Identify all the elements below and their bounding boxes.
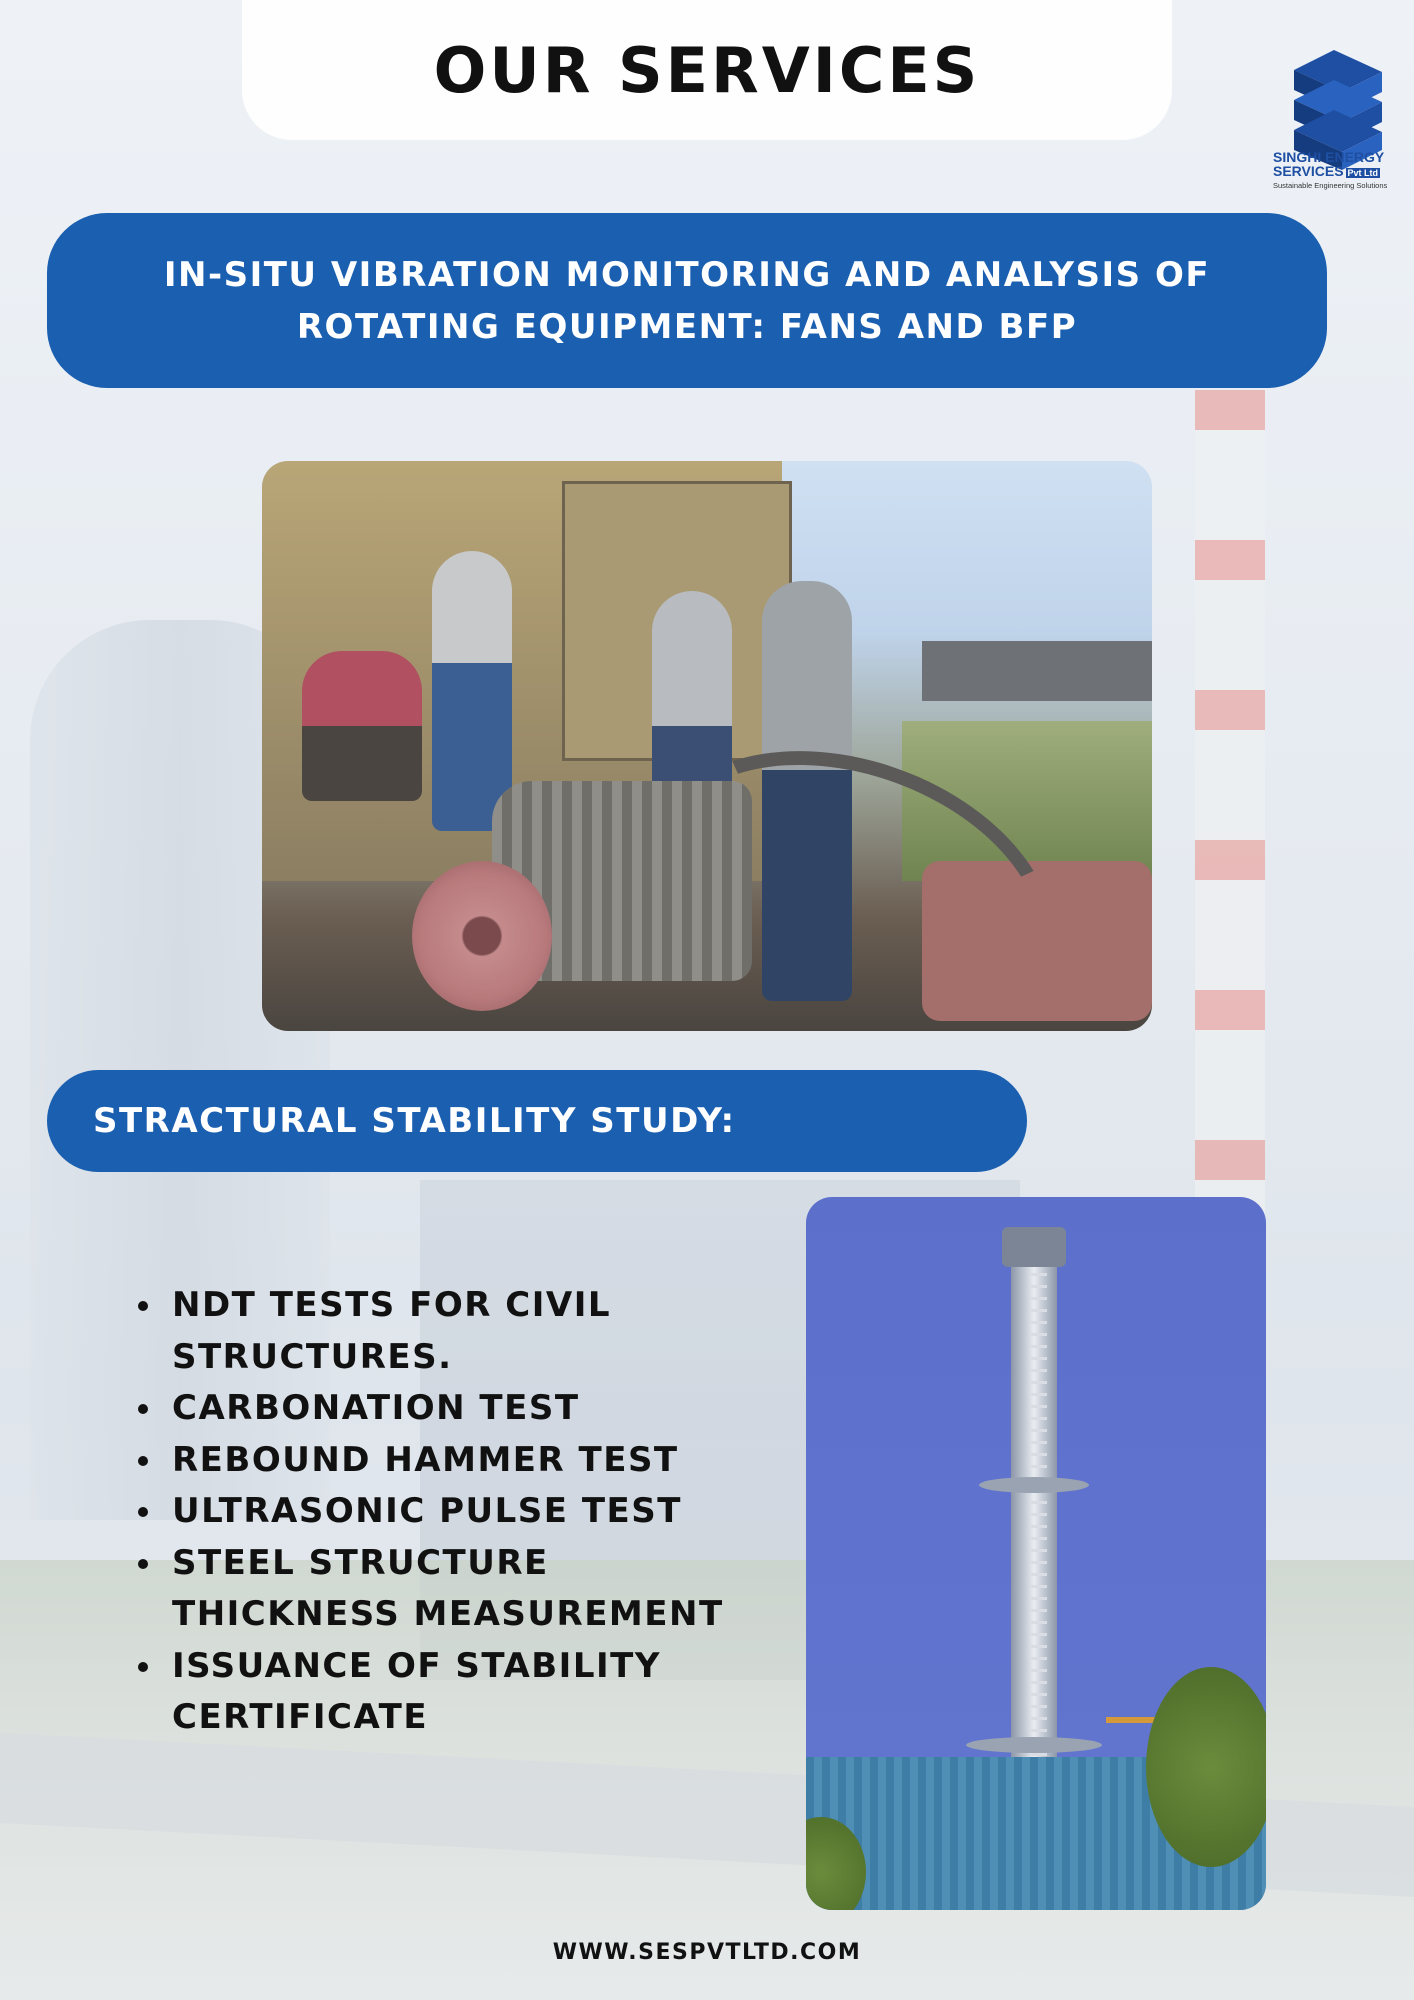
chimney-top	[1002, 1227, 1066, 1267]
list-item: ISSUANCE OF STABILITY CERTIFICATE	[128, 1641, 748, 1744]
list-item: REBOUND HAMMER TEST	[128, 1435, 748, 1487]
logo-name-line1: SINGHI ENERGY	[1273, 149, 1385, 165]
list-item: NDT TESTS FOR CIVIL STRUCTURES.	[128, 1280, 748, 1383]
list-item: STEEL STRUCTURE THICKNESS MEASUREMENT	[128, 1538, 748, 1641]
logo-name-line2	[1273, 164, 1380, 180]
motor-pulley	[412, 861, 552, 1011]
list-item: ULTRASONIC PULSE TEST	[128, 1486, 748, 1538]
website-link[interactable]: WWW.SESPVTLTD.COM	[552, 1940, 862, 1965]
vibration-monitoring-banner: IN-SITU VIBRATION MONITORING AND ANALYSIS OF ROTATING EQUIPMENT: FANS AND BFP	[47, 213, 1327, 388]
chimney-platform	[966, 1737, 1102, 1753]
list-item: CARBONATION TEST	[128, 1383, 748, 1435]
structural-stability-banner: STRACTURAL STABILITY STUDY:	[47, 1070, 1027, 1172]
vibration-monitoring-photo	[262, 461, 1152, 1031]
stability-test-list	[128, 1280, 748, 1744]
page-title: OUR SERVICES	[433, 33, 981, 107]
shed-roof	[922, 641, 1152, 701]
chimney-platform	[979, 1477, 1089, 1493]
logo-name-services: SERVICES	[1273, 163, 1344, 179]
worker-crouching	[302, 651, 422, 801]
worker-bending	[432, 551, 512, 831]
logo-tagline: Sustainable Engineering Solutions	[1273, 181, 1388, 190]
chimney-photo	[806, 1197, 1266, 1910]
tree	[1146, 1667, 1266, 1867]
logo-badge: Pvt Ltd	[1347, 168, 1379, 178]
title-card	[242, 0, 1172, 140]
